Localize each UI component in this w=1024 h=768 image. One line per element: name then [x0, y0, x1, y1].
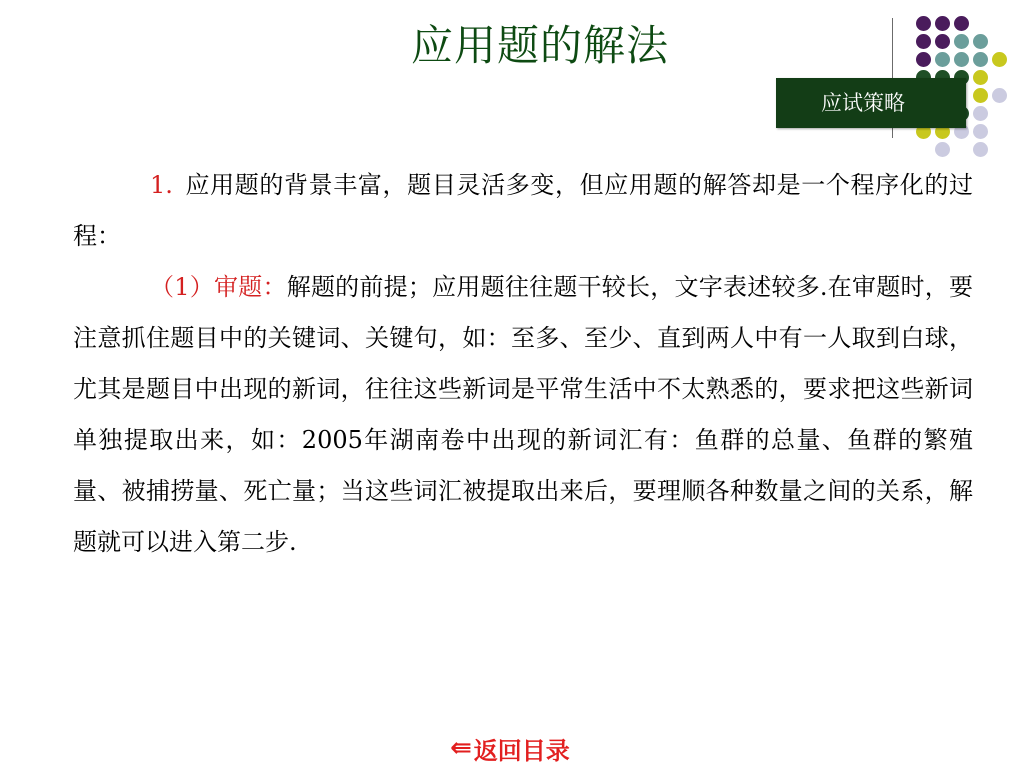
- return-link-label: 返回目录: [473, 736, 570, 765]
- decor-dot: [973, 70, 988, 85]
- decor-dot: [973, 142, 988, 157]
- decor-dot: [935, 142, 950, 157]
- decor-dot: [973, 124, 988, 139]
- slide-body: [73, 160, 973, 568]
- decor-dot: [954, 34, 969, 49]
- step-1-text: 解题的前提；应用题往往题干较长，文字表述较多.在审题时，要注意抓住题目中的关键词、关键句，如：至多、至少、直到两人中有一人取到白球，尤其是题目中出现的新词，往往这些新词是平常生活中不太熟悉的，要求把这些新词单独提取出来，如：2005年湖南卷中出现的新词汇有：鱼群的总量、鱼群的繁殖量、被捕捞量、死亡量；当这些词汇被提取出来后，要理顺各种数量之间的关系，解题就可以进入第二步.: [73, 273, 973, 556]
- decor-dot: [935, 16, 950, 31]
- decor-dot: [973, 88, 988, 103]
- decor-dot: [916, 52, 931, 67]
- section-badge: [776, 78, 966, 128]
- point-1-paragraph: [73, 160, 973, 262]
- decor-dot: [973, 52, 988, 67]
- left-arrow-icon: ⇚: [450, 733, 472, 763]
- decor-dot: [954, 16, 969, 31]
- decor-dot: [935, 52, 950, 67]
- point-1-text: 应用题的背景丰富，题目灵活多变，但应用题的解答却是一个程序化的过程：: [73, 171, 973, 250]
- slide-title: 应用题的解法: [410, 21, 669, 70]
- decor-dot: [992, 52, 1007, 67]
- decor-dot: [973, 34, 988, 49]
- step-1-label: （1）审题：: [150, 273, 287, 301]
- point-1-number: 1.: [150, 171, 173, 199]
- return-to-contents-link[interactable]: [450, 728, 570, 768]
- decor-dot: [916, 34, 931, 49]
- decor-dot: [916, 16, 931, 31]
- decor-dot: [954, 52, 969, 67]
- section-badge-label: 应试策略: [821, 91, 905, 115]
- decor-dot: [973, 106, 988, 121]
- step-1-paragraph: [73, 262, 973, 568]
- decor-dot: [992, 88, 1007, 103]
- decor-dot: [935, 34, 950, 49]
